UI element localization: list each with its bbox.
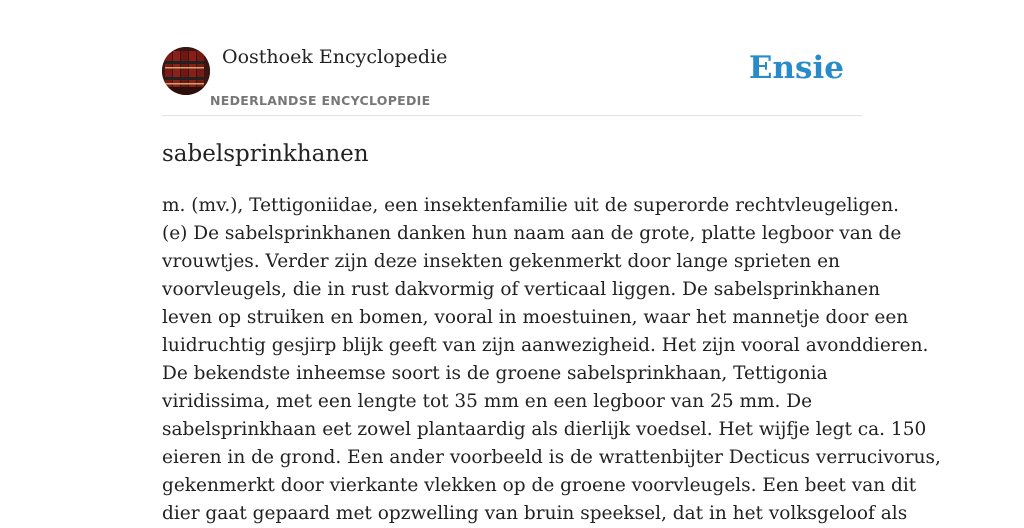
article-line: gekenmerkt door vierkante vlekken op de groene voorvleugels. Een beet van dit [162, 475, 917, 496]
article-line: luidruchtig gesjirp blijk geeft van zijn aanwezigheid. Het zijn vooral avonddieren. [162, 335, 929, 356]
article-line: m. (mv.), Tettigoniidae, een insektenfamilie uit de superorde rechtvleugeligen. [162, 195, 900, 216]
article-line: vrouwtjes. Verder zijn deze insekten gekenmerkt door lange sprieten en [162, 251, 840, 272]
brand-logo[interactable]: Ensie [748, 50, 844, 86]
article-body [162, 192, 941, 528]
site-subtitle: NEDERLANDSE ENCYCLOPEDIE [210, 93, 431, 108]
article-line: dier gaat gepaard met opzwelling van bruin speeksel, dat in het volksgeloof als [162, 503, 908, 524]
encyclopedia-books-icon[interactable] [162, 47, 210, 95]
article-line: De bekendste inheemse soort is de groene sabelsprinkhaan, Tettigonia [162, 363, 828, 384]
article-line: sabelsprinkhaan eet zowel plantaardig als dierlijk voedsel. Het wijfje legt ca. 150 [162, 419, 927, 440]
article-line: eieren in de grond. Een ander voorbeeld is de wrattenbijter Decticus verrucivorus, [162, 447, 941, 468]
article-line: (e) De sabelsprinkhanen danken hun naam aan de grote, platte legboor van de [162, 223, 902, 244]
article-line: viridissima, met een lengte tot 35 mm en een legboor van 25 mm. De [162, 391, 813, 412]
site-name[interactable]: Oosthoek Encyclopedie [222, 46, 448, 68]
header-divider [162, 115, 862, 116]
article-line: voorvleugels, die in rust dakvormig of verticaal liggen. De sabelsprinkhanen [162, 279, 880, 300]
article-line: leven op struiken en bomen, vooral in moestuinen, waar het mannetje door een [162, 307, 909, 328]
article-title: sabelsprinkhanen [162, 141, 369, 167]
